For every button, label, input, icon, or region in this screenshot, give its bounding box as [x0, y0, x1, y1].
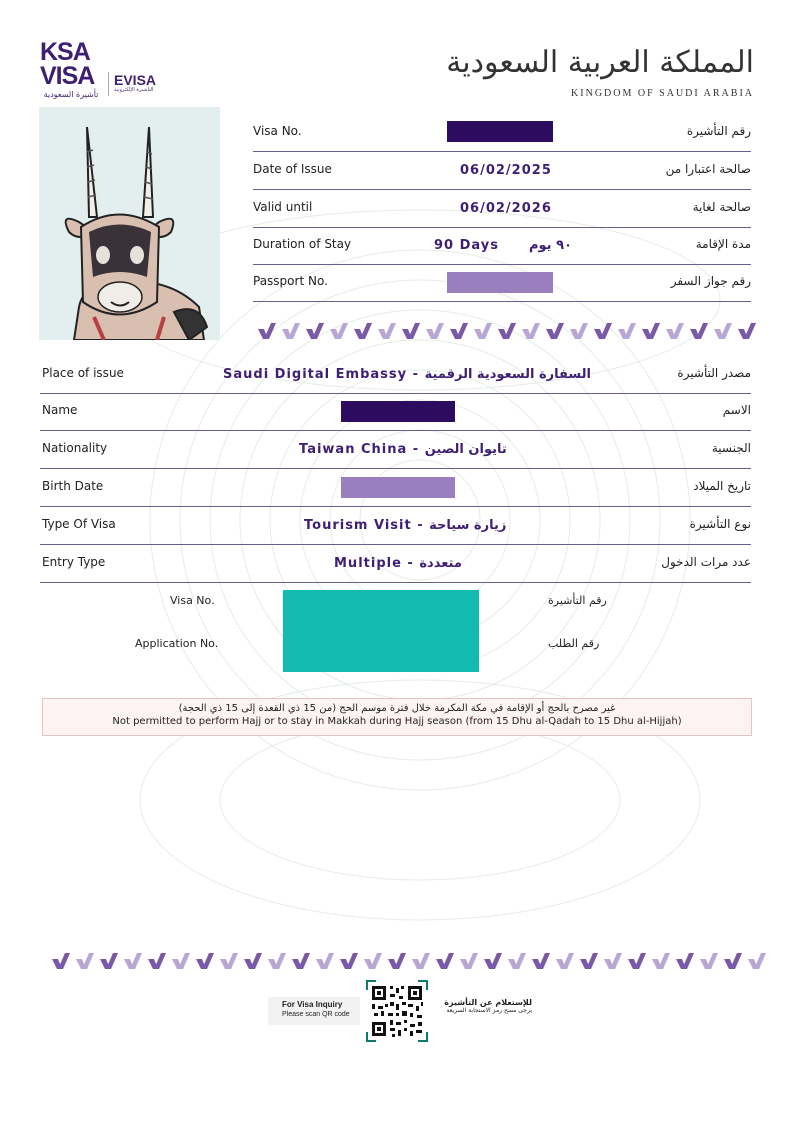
checkmark-icon	[74, 951, 98, 971]
checkmark-icon	[674, 951, 698, 971]
visa-no-redacted	[447, 121, 553, 142]
checkmark-icon	[554, 951, 578, 971]
hajj-notice-arabic: غير مصرح بالحج أو الإقامة في مكة المكرمة خلال فترة موسم الحج (من 15 ذي القعدة إلى 15 ذي الحجة)	[178, 703, 616, 714]
inquiry-arabic-box	[432, 998, 532, 1014]
checkmark-icon	[256, 321, 280, 341]
logo-visa-text: VISA	[40, 62, 95, 90]
checkmark-icon	[266, 951, 290, 971]
checkmark-icon	[746, 951, 770, 971]
checkmark-icon	[722, 951, 746, 971]
logo-ksa-text: KSA	[40, 38, 90, 66]
code-application-no-label: Application No.	[135, 637, 219, 650]
checkmark-icon	[520, 321, 544, 341]
inquiry-english-title: For Visa Inquiry	[282, 1000, 343, 1009]
birth-date-row	[40, 469, 751, 507]
inquiry-english-subtitle: Please scan QR code	[282, 1011, 350, 1018]
duration-value-en: 90 Days	[434, 238, 499, 253]
ksa-visa-logo	[40, 40, 102, 99]
visa-no-label-ar: رقم التأشيرة	[686, 124, 751, 138]
visa-no-row	[253, 114, 751, 152]
checkmark-icon	[290, 951, 314, 971]
checkmark-icon	[352, 321, 376, 341]
checkmark-icon	[194, 951, 218, 971]
checkmark-icon	[50, 951, 74, 971]
code-application-no-label-ar: رقم الطلب	[548, 637, 600, 650]
duration-label-ar: مدة الإقامة	[695, 237, 751, 251]
passport-no-redacted	[447, 272, 553, 293]
checkmark-icon	[664, 321, 688, 341]
date-of-issue-label-ar: صالحة اعتبارا من	[665, 162, 751, 176]
checkmark-icon	[362, 951, 386, 971]
name-label-ar: الاسم	[722, 403, 751, 417]
checkmark-icon	[386, 951, 410, 971]
checkmark-icon	[712, 321, 736, 341]
birth-date-label-ar: تاريخ الميلاد	[693, 479, 751, 493]
checkmark-icon	[602, 951, 626, 971]
checkmark-icon	[698, 951, 722, 971]
checkmark-icon	[578, 951, 602, 971]
checkmark-icon	[458, 951, 482, 971]
date-of-issue-row	[253, 152, 751, 190]
qr-code[interactable]	[366, 980, 428, 1042]
checkmark-icon	[592, 321, 616, 341]
checkmark-icon	[328, 321, 352, 341]
hajj-notice-english: Not permitted to perform Hajj or to stay in Makkah during Hajj season (from 15 Dhu al-Qadah to 15 Dhu al-Hijjah)	[112, 716, 682, 727]
kingdom-english: KINGDOM OF SAUDI ARABIA	[571, 88, 754, 99]
checkmark-icon	[304, 321, 328, 341]
duration-label: Duration of Stay	[253, 237, 352, 251]
valid-until-value: 06/02/2026	[460, 201, 552, 216]
entry-type-label: Entry Type	[42, 555, 106, 569]
checkmark-icon	[650, 951, 674, 971]
passport-no-row	[253, 264, 751, 302]
passport-no-label: Passport No.	[253, 274, 328, 288]
checkmark-icon	[544, 321, 568, 341]
checkmark-icon	[626, 951, 650, 971]
decorative-checkmark-row-bottom	[50, 951, 770, 971]
checkmark-icon	[496, 321, 520, 341]
checkmark-icon	[424, 321, 448, 341]
valid-until-label-ar: صالحة لغاية	[692, 200, 751, 214]
name-row	[40, 393, 751, 431]
checkmark-icon	[506, 951, 530, 971]
kingdom-logo	[446, 40, 754, 99]
checkmark-icon	[170, 951, 194, 971]
nationality-row	[40, 431, 751, 469]
kingdom-arabic: المملكة العربية السعودية	[446, 45, 754, 80]
place-of-issue-value: Saudi Digital Embassy - السفارة السعودية الرقمية	[223, 367, 591, 382]
checkmark-icon	[280, 321, 304, 341]
checkmark-icon	[482, 951, 506, 971]
nationality-label-ar: الجنسية	[711, 441, 751, 455]
checkmark-icon	[640, 321, 664, 341]
evisa-logo	[114, 73, 156, 93]
checkmark-icon	[434, 951, 458, 971]
entry-type-label-ar: عدد مرات الدخول	[661, 555, 751, 569]
inquiry-arabic-subtitle: يرجى مسح رمز الاستجابة السريعة	[446, 1007, 532, 1014]
checkmark-icon	[314, 951, 338, 971]
entry-type-value: Multiple - متعددة	[334, 556, 462, 571]
decorative-checkmark-row-top	[256, 321, 760, 341]
checkmark-icon	[400, 321, 424, 341]
birth-date-redacted	[341, 477, 455, 498]
checkmark-icon	[218, 951, 242, 971]
code-redacted-block	[283, 590, 479, 672]
duration-row	[253, 227, 751, 265]
nationality-label: Nationality	[42, 441, 108, 455]
place-of-issue-label-ar: مصدر التأشيرة	[677, 366, 751, 380]
place-of-issue-label: Place of issue	[42, 366, 124, 380]
valid-until-label: Valid until	[253, 200, 313, 214]
type-of-visa-row	[40, 507, 751, 545]
duration-value-ar: ٩٠ يوم	[529, 238, 572, 253]
type-of-visa-value: Tourism Visit - زيارة سياحة	[304, 518, 507, 533]
checkmark-icon	[736, 321, 760, 341]
place-of-issue-row	[40, 356, 751, 394]
visa-no-label: Visa No.	[253, 124, 302, 138]
checkmark-icon	[98, 951, 122, 971]
date-of-issue-label: Date of Issue	[253, 162, 332, 176]
type-of-visa-label-ar: نوع التأشيرة	[689, 517, 751, 531]
valid-until-row	[253, 190, 751, 228]
name-label: Name	[42, 403, 78, 417]
birth-date-label: Birth Date	[42, 479, 104, 493]
logo-divider	[108, 72, 109, 96]
logo-evisa-subtitle: التأشيرة الإلكترونية	[114, 87, 154, 93]
logo-ksa-subtitle: تأشيرة السعودية	[43, 90, 99, 99]
date-of-issue-value: 06/02/2025	[460, 163, 552, 178]
checkmark-icon	[338, 951, 362, 971]
oryx-mascot-image	[39, 107, 220, 340]
checkmark-icon	[472, 321, 496, 341]
inquiry-english-box	[268, 997, 360, 1025]
checkmark-icon	[616, 321, 640, 341]
entry-type-row	[40, 545, 751, 583]
checkmark-icon	[122, 951, 146, 971]
checkmark-icon	[688, 321, 712, 341]
name-redacted	[341, 401, 455, 422]
checkmark-icon	[242, 951, 266, 971]
inquiry-arabic-title: للإستعلام عن التأشيرة	[444, 998, 532, 1007]
code-visa-no-label: Visa No.	[170, 594, 215, 607]
hajj-notice	[42, 698, 752, 736]
checkmark-icon	[376, 321, 400, 341]
logo-evisa-text: EVISA	[114, 72, 157, 88]
code-visa-no-label-ar: رقم التأشيرة	[548, 594, 607, 607]
checkmark-icon	[448, 321, 472, 341]
checkmark-icon	[146, 951, 170, 971]
nationality-value: Taiwan China - تايوان الصين	[299, 442, 507, 457]
type-of-visa-label: Type Of Visa	[42, 517, 116, 531]
checkmark-icon	[410, 951, 434, 971]
checkmark-icon	[568, 321, 592, 341]
passport-no-label-ar: رقم جواز السفر	[670, 274, 751, 288]
checkmark-icon	[530, 951, 554, 971]
